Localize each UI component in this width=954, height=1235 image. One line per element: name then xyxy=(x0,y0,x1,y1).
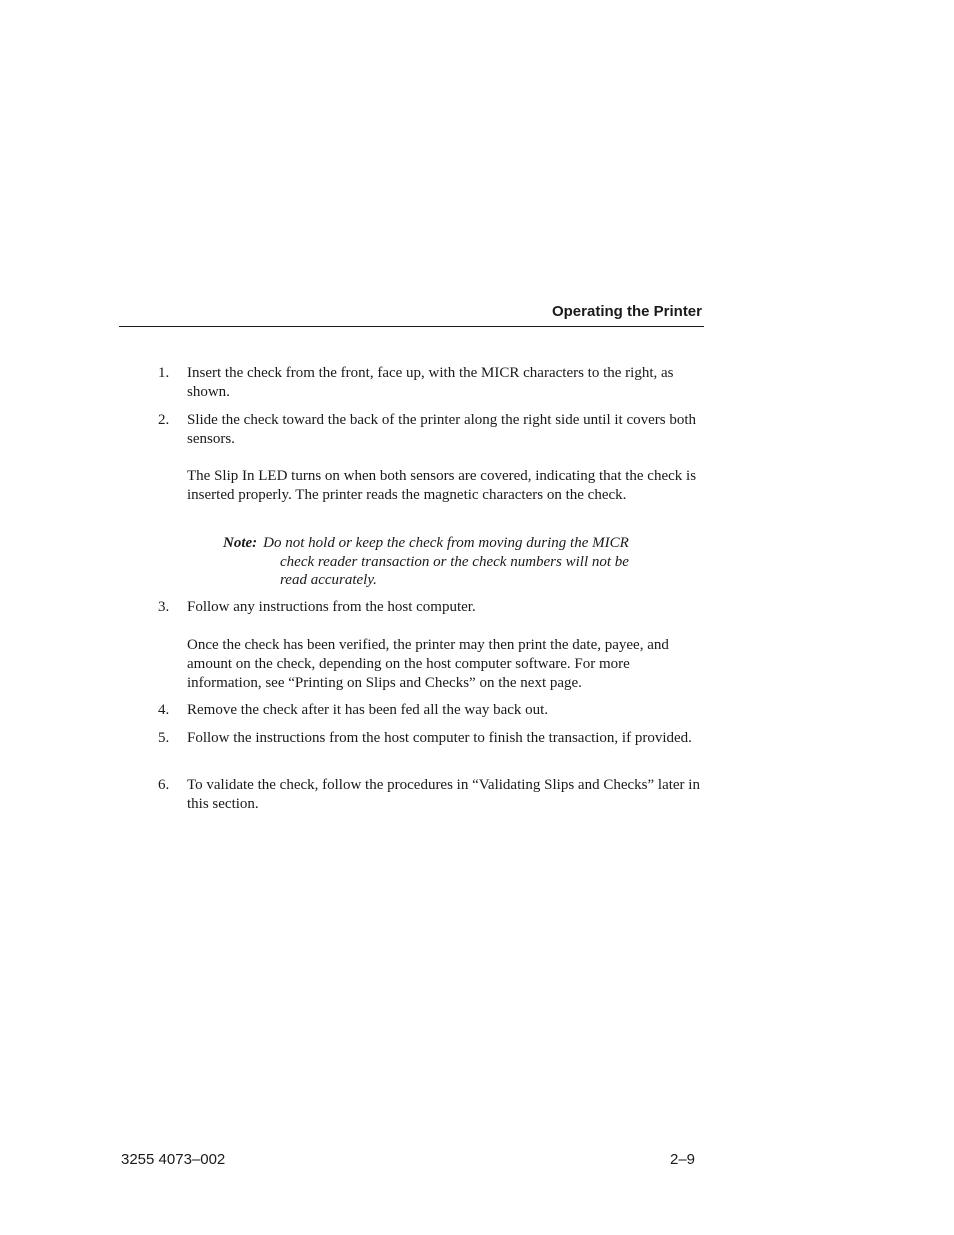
step-number: 5. xyxy=(158,730,170,746)
step-6 xyxy=(158,776,708,814)
step-2 xyxy=(158,411,708,449)
header-rule xyxy=(119,326,704,327)
step-number: 3. xyxy=(158,599,170,615)
step-text: Follow the instructions from the host computer to finish the transaction, if provided. xyxy=(187,730,692,746)
step-number: 2. xyxy=(158,412,170,428)
step-text: To validate the check, follow the procedures in “Validating Slips and Checks” later in this section. xyxy=(187,777,700,812)
step-text: Follow any instructions from the host computer. xyxy=(187,599,476,615)
step-2-paragraph: The Slip In LED turns on when both sensors are covered, indicating that the check is inserted properly. The printer reads the magnetic characters on the check. xyxy=(187,468,697,503)
note-text: Do not hold or keep the check from moving during the MICR xyxy=(263,535,629,551)
step-text: Remove the check after it has been fed all the way back out. xyxy=(187,702,549,718)
note-label: Note: xyxy=(223,535,258,551)
footer-page-number: 2–9 xyxy=(670,1151,696,1168)
step-number: 1. xyxy=(158,365,170,381)
note-line: check reader transaction or the check numbers will not be xyxy=(280,553,629,570)
note-line-first xyxy=(223,534,693,553)
step-4 xyxy=(158,701,708,720)
footer-document-number: 3255 4073–002 xyxy=(121,1151,226,1168)
step-number: 6. xyxy=(158,777,170,793)
running-head: Operating the Printer xyxy=(551,303,702,320)
step-1 xyxy=(158,364,708,402)
note xyxy=(223,534,693,590)
step-3-paragraph: Once the check has been verified, the printer may then print the date, payee, and amount on the check, depending on the host computer software. For more information, see “Printing on Slips and Checks” on the next page. xyxy=(187,637,669,691)
step-text: Insert the check from the front, face up, with the MICR characters to the right, as shown. xyxy=(187,365,674,400)
step-3 xyxy=(158,598,708,617)
step-text: Slide the check toward the back of the printer along the right side until it covers both sensors. xyxy=(187,412,697,447)
note-line: read accurately. xyxy=(280,572,377,588)
step-number: 4. xyxy=(158,702,170,718)
step-5 xyxy=(158,729,708,748)
